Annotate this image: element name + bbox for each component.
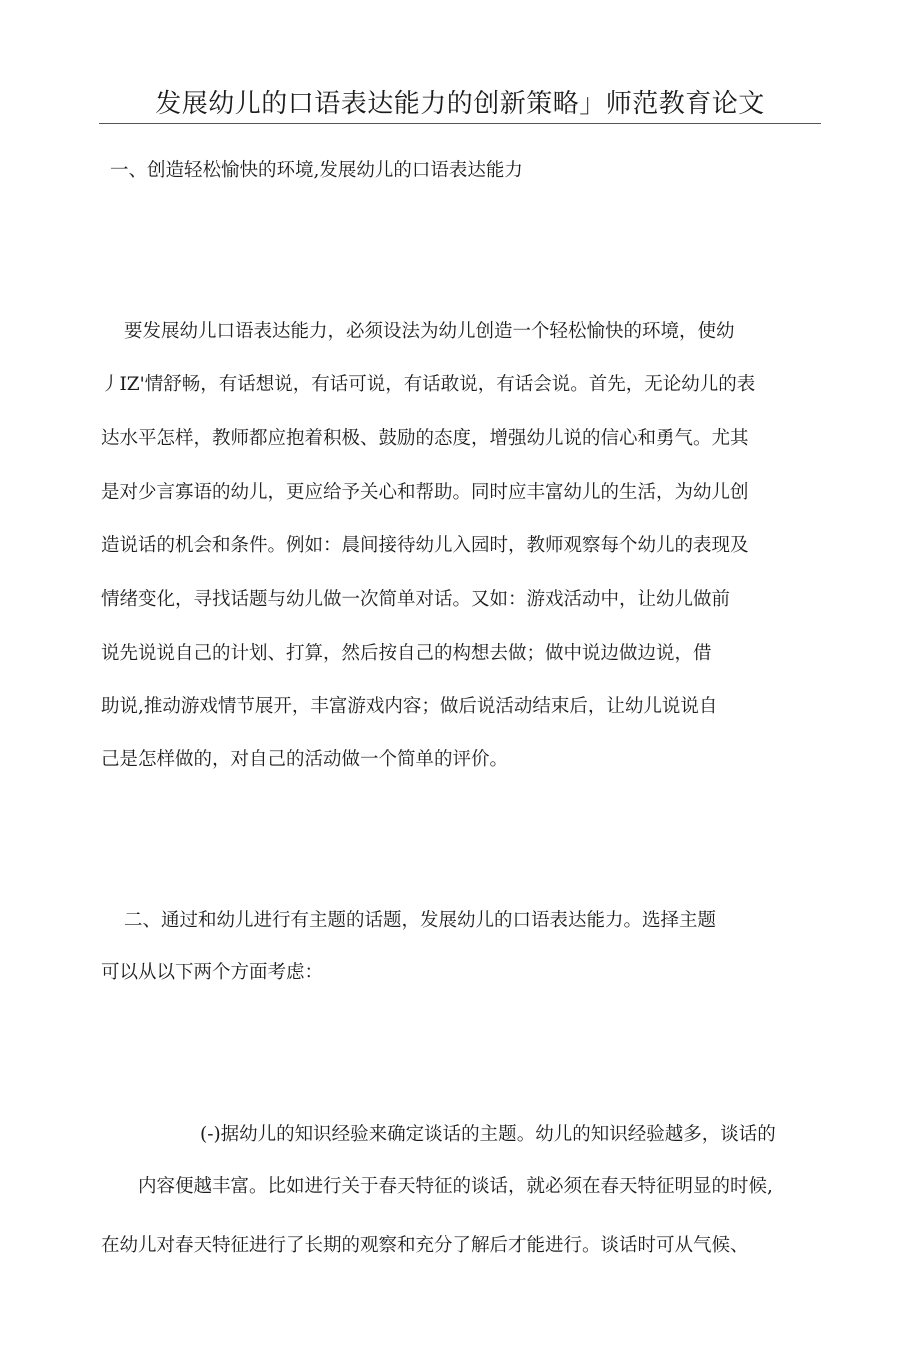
- subsection-1-line-3: 在幼儿对春天特征进行了长期的观察和充分了解后才能进行。谈话时可从气候、: [101, 1235, 749, 1256]
- paragraph-1-line-3: 达水平怎样，教师都应抱着积极、鼓励的态度，增强幼儿说的信心和勇气。尤其: [101, 428, 749, 449]
- paragraph-1-line-2: 丿IZ'情舒畅，有话想说，有话可说，有话敢说，有话会说。首先，无论幼儿的表: [101, 374, 756, 395]
- paragraph-1-line-1: 要发展幼儿口语表达能力，必须设法为幼儿创造一个轻松愉快的环境，使幼: [124, 321, 735, 342]
- paragraph-1-line-8: 助说,推动游戏情节展开，丰富游戏内容；做后说活动结束后，让幼儿说说自: [101, 696, 718, 717]
- subsection-1-line-2: 内容便越丰富。比如进行关于春天特征的谈话，就必须在春天特征明显的时候,: [138, 1176, 773, 1197]
- paragraph-1-line-5: 造说话的机会和条件。例如：晨间接待幼儿入园时，教师观察每个幼儿的表现及: [101, 535, 749, 556]
- paragraph-1-line-4: 是对少言寡语的幼儿，更应给予关心和帮助。同时应丰富幼儿的生活，为幼儿创: [101, 482, 749, 503]
- paragraph-1-line-7: 说先说说自己的计划、打算，然后按自己的构想去做；做中说边做边说，借: [101, 643, 712, 664]
- document-title: 发展幼儿的口语表达能力的创新策略」师范教育论文: [155, 89, 765, 119]
- section-1-heading: 一、创造轻松愉快的环境,发展幼儿的口语表达能力: [110, 160, 523, 181]
- section-2-line-1: 二、通过和幼儿进行有主题的话题，发展幼儿的口语表达能力。选择主题: [124, 910, 717, 931]
- title-underline: [99, 123, 821, 124]
- paragraph-1-line-6: 情绪变化，寻找话题与幼儿做一次简单对话。又如：游戏活动中，让幼儿做前: [101, 589, 731, 610]
- paragraph-1-line-9: 己是怎样做的，对自己的活动做一个简单的评价。: [101, 749, 509, 770]
- section-2-line-2: 可以从以下两个方面考虑：: [101, 962, 324, 983]
- subsection-1-line-1: (-)据幼儿的知识经验来确定谈话的主题。幼儿的知识经验越多，谈话的: [200, 1124, 776, 1145]
